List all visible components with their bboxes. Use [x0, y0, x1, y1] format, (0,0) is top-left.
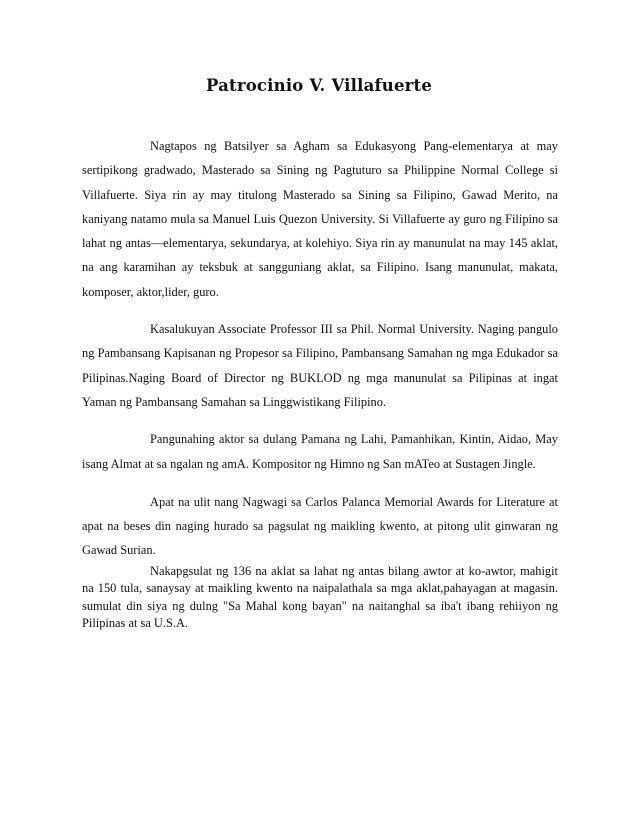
document-title: Patrocinio V. Villafuerte	[205, 76, 433, 95]
paragraph-publications: Nakapgsulat ng 136 na aklat sa lahat ng antas bilang awtor at ko-awtor, mahigit na 150 tula, sanaysay at maikling kwento na naipalathala sa mga aklat,pahayagan at magasin. sumulat din siya ng dulng "Sa Mahal kong bayan" na naitanghal sa iba't ibang rehiiyon ng Pilipinas at sa U.S.A.	[82, 563, 558, 631]
paragraph-acting: Pangunahing aktor sa dulang Pamana ng Lahi, Pamanhikan, Kintin, Aidao, May isang Almat at sa ngalan ng amA. Kompositor ng Himno ng San mATeo at Sustagen Jingle.	[82, 432, 558, 471]
paragraph-career: Kasalukuyan Associate Professor III sa Phil. Normal University. Naging pangulo ng Pambansang Kapisanan ng Propesor sa Filipino, Pambansang Samahan ng mga Edukador sa Pilipinas.Naging Board of Director ng BUKLOD ng mga manunulat sa Pilipinas at ingat Yaman ng Pambansang Samahan sa Linggwistikang Filipino.	[82, 322, 558, 409]
document-body	[82, 134, 558, 633]
paragraph-education: Nagtapos ng Batsilyer sa Agham sa Edukasyong Pang-elementarya at may sertipikong gradwado, Masterado sa Sining ng Pagtuturo sa Philippine Normal College si Villafuerte. Siya rin ay may titulong Masterado sa Sining sa Filipino, Gawad Merito, na kaniyang natamo mula sa Manuel Luis Quezon University. Si Villafuerte ay guro ng Filipino sa lahat ng antas—elementarya, sekundarya, at kolehiyo. Siya rin ay manunulat na may 145 aklat, na ang karamihan ay teksbuk at sangguniang aklat, sa Filipino. Isang manunulat, makata, komposer, aktor,lider, guro.	[82, 139, 558, 299]
paragraph-awards: Apat na ulit nang Nagwagi sa Carlos Palanca Memorial Awards for Literature at apat na beses din naging hurado sa pagsulat ng maikling kwento, at pitong ulit ginwaran ng Gawad Surian.	[82, 494, 558, 558]
